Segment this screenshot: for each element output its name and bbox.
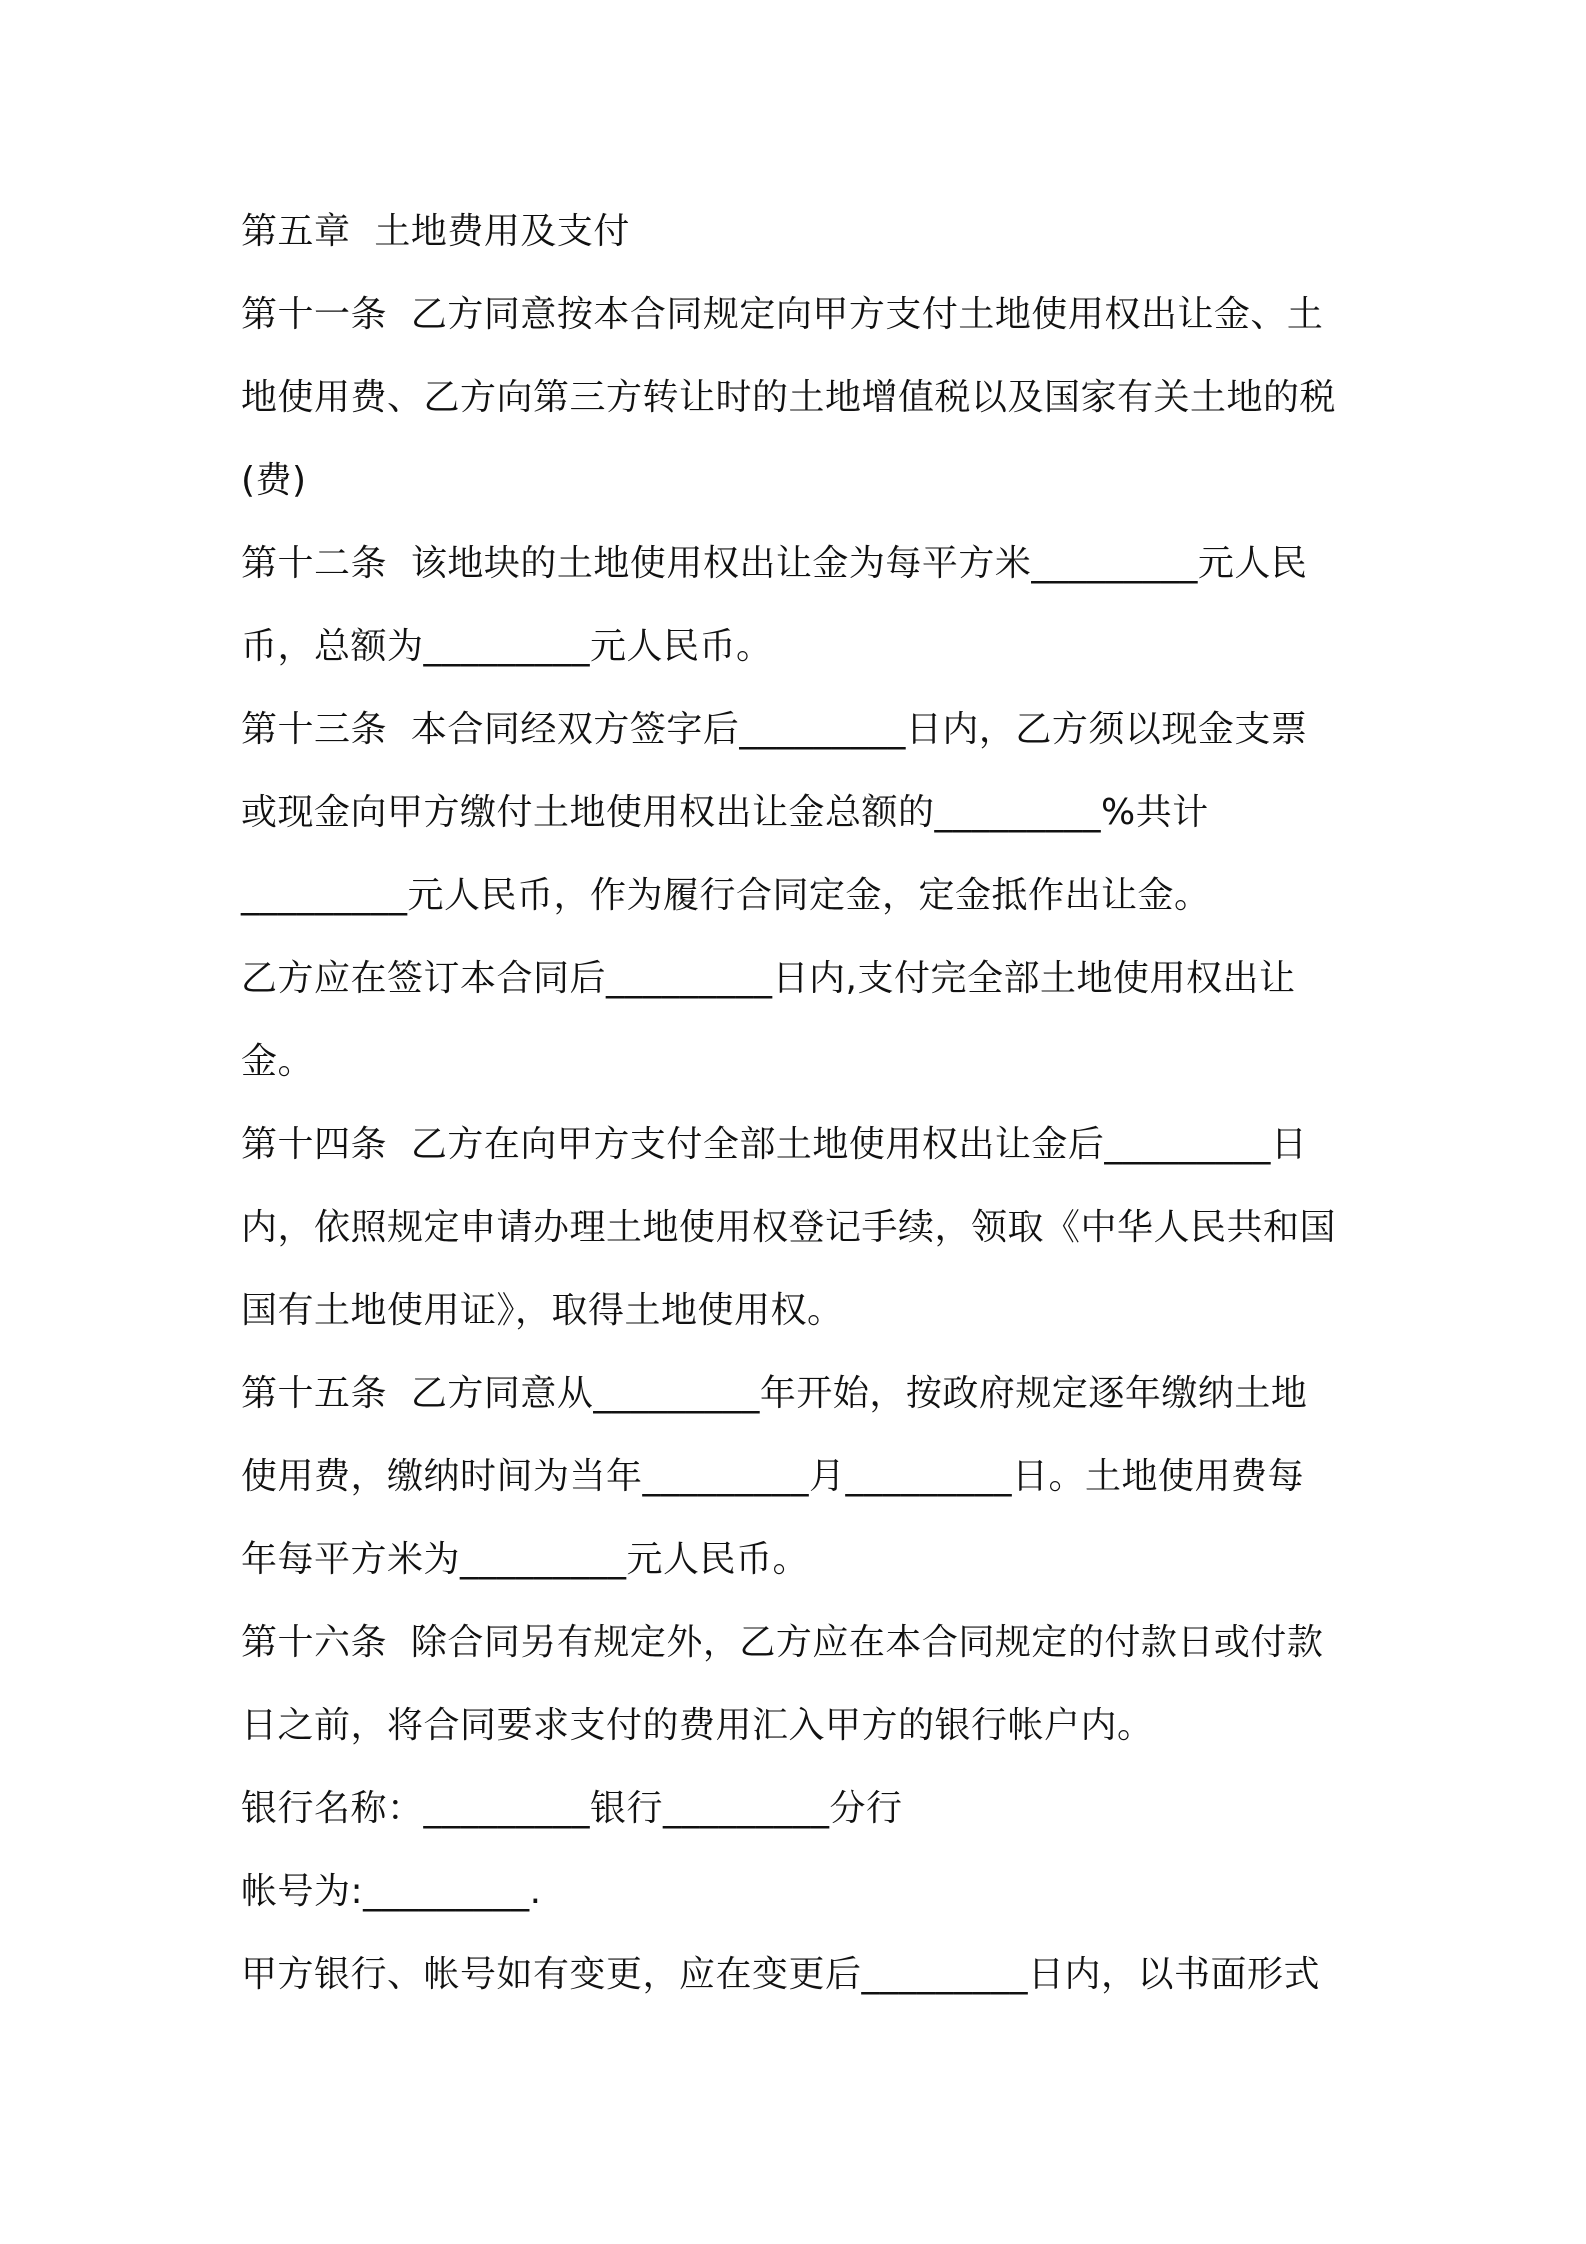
document-line: 内，依照规定申请办理土地使用权登记手续，领取《中华人民共和国 bbox=[241, 1207, 1337, 1248]
chapter-title: 第五章 土地费用及支付 bbox=[241, 211, 630, 252]
document-line: 币，总额为_________元人民币。 bbox=[241, 626, 773, 667]
bank-name-line: 银行名称：_________银行_________分行 bbox=[241, 1788, 903, 1829]
document-line: 日之前，将合同要求支付的费用汇入甲方的银行帐户内。 bbox=[241, 1705, 1154, 1746]
document-line: 乙方应在签订本合同后_________日内,支付完全部土地使用权出让 bbox=[241, 958, 1296, 999]
document-line: 第十六条 除合同另有规定外，乙方应在本合同规定的付款日或付款 bbox=[241, 1622, 1324, 1663]
document-line: 第十二条 该地块的土地使用权出让金为每平方米_________元人民 bbox=[241, 543, 1308, 584]
document-line: 国有土地使用证》，取得土地使用权。 bbox=[241, 1290, 844, 1331]
document-line: 第十四条 乙方在向甲方支付全部土地使用权出让金后_________日 bbox=[241, 1124, 1308, 1165]
document-line: 第十一条 乙方同意按本合同规定向甲方支付土地使用权出让金、土 bbox=[241, 294, 1324, 335]
document-line: _________元人民币，作为履行合同定金，定金抵作出让金。 bbox=[241, 875, 1211, 916]
document-line: 地使用费、乙方向第三方转让时的土地增值税以及国家有关土地的税 bbox=[241, 377, 1337, 418]
document-line: 甲方银行、帐号如有变更，应在变更后_________日内，以书面形式 bbox=[241, 1954, 1321, 1995]
document-line: 使用费，缴纳时间为当年_________月_________日。土地使用费每 bbox=[241, 1456, 1305, 1497]
document-line: 或现金向甲方缴付土地使用权出让金总额的_________%共计 bbox=[241, 792, 1209, 833]
account-number-line: 帐号为:_________. bbox=[241, 1871, 542, 1912]
document-body bbox=[241, 190, 1361, 2016]
document-line: 年每平方米为_________元人民币。 bbox=[241, 1539, 810, 1580]
document-line: 第十三条 本合同经双方签字后_________日内，乙方须以现金支票 bbox=[241, 709, 1308, 750]
document-line: 金。 bbox=[241, 1041, 315, 1082]
document-line: 第十五条 乙方同意从_________年开始，按政府规定逐年缴纳土地 bbox=[241, 1373, 1308, 1414]
document-line: (费) bbox=[241, 460, 307, 501]
